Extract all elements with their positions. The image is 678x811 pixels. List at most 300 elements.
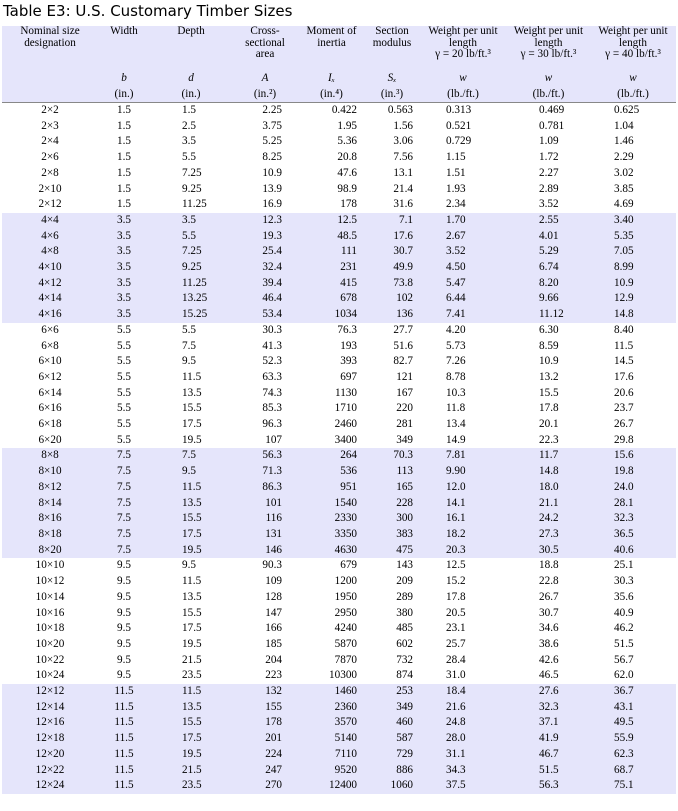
table-cell: 2×8	[2, 166, 98, 182]
table-cell: 15.5	[507, 386, 590, 402]
table-cell: 11.8	[419, 401, 507, 417]
table-row	[2, 307, 676, 323]
table-cell: 8.99	[590, 260, 676, 276]
table-cell: 3.5	[98, 276, 150, 292]
table-cell: 6.44	[419, 291, 507, 307]
table-cell: 46.5	[507, 668, 590, 684]
table-row	[2, 527, 676, 543]
table-cell: 11.5	[150, 684, 232, 700]
header-weight-30: Weight per unit length γ = 30 lb/ft.³	[507, 26, 590, 70]
table-cell: 2.29	[590, 150, 676, 166]
table-cell: 10×10	[2, 558, 98, 574]
table-row	[2, 558, 676, 574]
table-cell: 0.781	[507, 119, 590, 135]
table-cell: 2.25	[232, 103, 298, 119]
table-cell: 3.5	[150, 213, 232, 229]
header-unit: (lb./ft.)	[507, 86, 590, 103]
table-cell: 5.5	[150, 229, 232, 245]
table-row	[2, 354, 676, 370]
table-cell: 82.7	[365, 354, 419, 370]
table-cell: 1.5	[98, 150, 150, 166]
table-cell: 678	[298, 291, 365, 307]
table-cell: 0.313	[419, 103, 507, 119]
table-cell: 9.5	[98, 668, 150, 684]
table-cell: 13.5	[150, 496, 232, 512]
table-cell: 26.7	[507, 590, 590, 606]
table-cell: 14.8	[507, 464, 590, 480]
table-cell: 56.3	[507, 778, 590, 794]
table-cell: 2×10	[2, 182, 98, 198]
table-cell: 17.5	[150, 731, 232, 747]
table-cell: 2330	[298, 511, 365, 527]
table-cell: 5.5	[98, 386, 150, 402]
table-cell: 11.7	[507, 448, 590, 464]
table-cell: 886	[365, 763, 419, 779]
table-cell: 35.6	[590, 590, 676, 606]
table-cell: 28.1	[590, 496, 676, 512]
table-cell: 178	[232, 715, 298, 731]
header-symbol-row	[2, 70, 676, 86]
table-cell: 679	[298, 558, 365, 574]
table-cell: 165	[365, 480, 419, 496]
table-cell: 0.729	[419, 134, 507, 150]
table-cell: 5.47	[419, 276, 507, 292]
table-cell: 49.9	[365, 260, 419, 276]
table-cell: 13.25	[150, 291, 232, 307]
table-cell: 23.5	[150, 668, 232, 684]
table-cell: 0.625	[590, 103, 676, 119]
table-row	[2, 229, 676, 245]
table-cell: 4×14	[2, 291, 98, 307]
header-weight-20: Weight per unit length γ = 20 lb/ft.³	[419, 26, 507, 70]
table-cell: 11.5	[150, 480, 232, 496]
table-cell: 3.5	[98, 260, 150, 276]
table-cell: 12×12	[2, 684, 98, 700]
table-cell: 13.5	[150, 590, 232, 606]
table-cell: 7.5	[98, 511, 150, 527]
table-cell: 38.6	[507, 637, 590, 653]
table-cell: 9.5	[98, 621, 150, 637]
table-cell: 14.9	[419, 433, 507, 449]
table-row	[2, 291, 676, 307]
header-unit: (in.²)	[232, 86, 298, 103]
table-cell: 21.4	[365, 182, 419, 198]
table-cell: 22.8	[507, 574, 590, 590]
header-symbol: d	[150, 70, 232, 86]
table-cell: 21.1	[507, 496, 590, 512]
table-cell: 13.4	[419, 417, 507, 433]
table-cell: 11.5	[590, 339, 676, 355]
table-cell: 3.5	[98, 291, 150, 307]
table-cell: 3570	[298, 715, 365, 731]
table-cell: 70.3	[365, 448, 419, 464]
table-cell: 12×22	[2, 763, 98, 779]
table-cell: 13.5	[150, 386, 232, 402]
table-cell: 146	[232, 543, 298, 559]
table-cell: 121	[365, 370, 419, 386]
table-cell: 24.0	[590, 480, 676, 496]
table-row	[2, 386, 676, 402]
table-cell: 0.521	[419, 119, 507, 135]
table-cell: 7.5	[150, 339, 232, 355]
table-cell: 1.5	[98, 166, 150, 182]
table-cell: 56.7	[590, 653, 676, 669]
table-row	[2, 637, 676, 653]
table-cell: 25.4	[232, 244, 298, 260]
table-cell: 43.1	[590, 700, 676, 716]
table-cell: 4×16	[2, 307, 98, 323]
table-cell: 46.4	[232, 291, 298, 307]
table-row	[2, 763, 676, 779]
table-cell: 9.5	[98, 558, 150, 574]
table-body	[2, 103, 676, 794]
table-cell: 75.1	[590, 778, 676, 794]
table-cell: 951	[298, 480, 365, 496]
table-cell: 6.30	[507, 323, 590, 339]
table-cell: 460	[365, 715, 419, 731]
table-cell: 5.5	[150, 323, 232, 339]
header-unit-row	[2, 86, 676, 103]
table-cell: 12.5	[298, 213, 365, 229]
table-cell: 116	[232, 511, 298, 527]
table-cell: 8×8	[2, 448, 98, 464]
table-row	[2, 621, 676, 637]
header-symbol: b	[98, 70, 150, 86]
table-cell: 166	[232, 621, 298, 637]
table-cell: 3.5	[150, 134, 232, 150]
table-cell: 1060	[365, 778, 419, 794]
table-cell: 3.52	[419, 244, 507, 260]
table-cell: 11.25	[150, 197, 232, 213]
table-cell: 76.3	[298, 323, 365, 339]
table-cell: 9520	[298, 763, 365, 779]
table-row	[2, 417, 676, 433]
table-cell: 32.4	[232, 260, 298, 276]
table-cell: 10×24	[2, 668, 98, 684]
table-cell: 68.7	[590, 763, 676, 779]
table-cell: 1200	[298, 574, 365, 590]
table-cell: 46.2	[590, 621, 676, 637]
table-cell: 697	[298, 370, 365, 386]
table-cell: 1.46	[590, 134, 676, 150]
header-symbol: A	[232, 70, 298, 86]
table-cell: 96.3	[232, 417, 298, 433]
table-cell: 7.41	[419, 307, 507, 323]
table-cell: 31.6	[365, 197, 419, 213]
table-cell: 23.5	[150, 778, 232, 794]
table-cell: 9.25	[150, 260, 232, 276]
table-row	[2, 103, 676, 119]
table-cell: 300	[365, 511, 419, 527]
table-cell: 5.5	[98, 370, 150, 386]
table-cell: 30.3	[232, 323, 298, 339]
table-row	[2, 119, 676, 135]
table-cell: 111	[298, 244, 365, 260]
table-cell: 1.51	[419, 166, 507, 182]
table-cell: 602	[365, 637, 419, 653]
table-cell: 21.5	[150, 763, 232, 779]
table-cell: 19.5	[150, 543, 232, 559]
table-cell: 147	[232, 606, 298, 622]
table-cell: 12.5	[419, 558, 507, 574]
table-cell: 32.3	[590, 511, 676, 527]
table-cell: 6×6	[2, 323, 98, 339]
table-cell: 7110	[298, 747, 365, 763]
table-cell: 5.5	[98, 323, 150, 339]
table-cell: 128	[232, 590, 298, 606]
table-cell: 10.9	[232, 166, 298, 182]
table-cell: 7.25	[150, 244, 232, 260]
header-unit: (in.³)	[365, 86, 419, 103]
table-cell: 6×12	[2, 370, 98, 386]
header-symbol: w	[590, 70, 676, 86]
table-cell: 281	[365, 417, 419, 433]
table-row	[2, 496, 676, 512]
table-cell: 36.5	[590, 527, 676, 543]
table-cell: 3.5	[98, 244, 150, 260]
table-cell: 185	[232, 637, 298, 653]
table-cell: 5.29	[507, 244, 590, 260]
table-cell: 21.6	[419, 700, 507, 716]
table-cell: 13.5	[150, 700, 232, 716]
table-cell: 536	[298, 464, 365, 480]
table-cell: 18.8	[507, 558, 590, 574]
table-cell: 253	[365, 684, 419, 700]
table-row	[2, 731, 676, 747]
table-cell: 22.3	[507, 433, 590, 449]
table-cell: 6×16	[2, 401, 98, 417]
table-cell: 10300	[298, 668, 365, 684]
table-row	[2, 448, 676, 464]
table-cell: 9.5	[150, 558, 232, 574]
table-cell: 8×10	[2, 464, 98, 480]
table-cell: 12×14	[2, 700, 98, 716]
table-cell: 23.7	[590, 401, 676, 417]
table-cell: 5.5	[98, 354, 150, 370]
table-cell: 8.20	[507, 276, 590, 292]
table-cell: 11.5	[98, 715, 150, 731]
table-cell: 729	[365, 747, 419, 763]
table-cell: 4.01	[507, 229, 590, 245]
table-row	[2, 370, 676, 386]
table-cell: 107	[232, 433, 298, 449]
table-cell: 5.35	[590, 229, 676, 245]
table-cell: 4630	[298, 543, 365, 559]
table-cell: 209	[365, 574, 419, 590]
table-cell: 223	[232, 668, 298, 684]
table-cell: 349	[365, 433, 419, 449]
table-cell: 12×16	[2, 715, 98, 731]
table-row	[2, 260, 676, 276]
table-cell: 15.25	[150, 307, 232, 323]
table-cell: 2.89	[507, 182, 590, 198]
header-unit	[2, 86, 98, 103]
table-cell: 11.5	[98, 684, 150, 700]
table-cell: 415	[298, 276, 365, 292]
table-row	[2, 150, 676, 166]
table-cell: 31.1	[419, 747, 507, 763]
table-cell: 85.3	[232, 401, 298, 417]
table-cell: 5140	[298, 731, 365, 747]
table-cell: 3350	[298, 527, 365, 543]
table-cell: 1034	[298, 307, 365, 323]
table-cell: 0.422	[298, 103, 365, 119]
table-cell: 20.8	[298, 150, 365, 166]
table-cell: 485	[365, 621, 419, 637]
table-cell: 1.5	[150, 103, 232, 119]
table-cell: 36.7	[590, 684, 676, 700]
table-cell: 7.5	[98, 464, 150, 480]
table-cell: 17.5	[150, 417, 232, 433]
header-section-modulus: Section modulus	[365, 26, 419, 70]
table-cell: 20.1	[507, 417, 590, 433]
table-cell: 74.3	[232, 386, 298, 402]
table-cell: 1130	[298, 386, 365, 402]
table-cell: 1.5	[98, 197, 150, 213]
table-cell: 7.05	[590, 244, 676, 260]
table-cell: 7870	[298, 653, 365, 669]
table-cell: 0.563	[365, 103, 419, 119]
table-cell: 5.36	[298, 134, 365, 150]
table-cell: 71.3	[232, 464, 298, 480]
table-cell: 19.8	[590, 464, 676, 480]
table-cell: 178	[298, 197, 365, 213]
table-cell: 264	[298, 448, 365, 464]
table-cell: 90.3	[232, 558, 298, 574]
table-cell: 4×8	[2, 244, 98, 260]
table-cell: 25.7	[419, 637, 507, 653]
table-cell: 1460	[298, 684, 365, 700]
table-cell: 20.5	[419, 606, 507, 622]
table-cell: 17.5	[150, 527, 232, 543]
table-cell: 874	[365, 668, 419, 684]
table-cell: 51.6	[365, 339, 419, 355]
table-cell: 11.5	[150, 370, 232, 386]
table-cell: 19.5	[150, 433, 232, 449]
table-cell: 6×20	[2, 433, 98, 449]
table-row	[2, 715, 676, 731]
table-cell: 289	[365, 590, 419, 606]
table-cell: 393	[298, 354, 365, 370]
table-cell: 48.5	[298, 229, 365, 245]
table-cell: 5.5	[98, 401, 150, 417]
table-row	[2, 213, 676, 229]
table-cell: 0.469	[507, 103, 590, 119]
table-cell: 1.5	[98, 134, 150, 150]
table-cell: 10×20	[2, 637, 98, 653]
table-cell: 8×12	[2, 480, 98, 496]
table-cell: 349	[365, 700, 419, 716]
table-cell: 17.5	[150, 621, 232, 637]
table-cell: 56.3	[232, 448, 298, 464]
table-cell: 53.4	[232, 307, 298, 323]
table-cell: 47.6	[298, 166, 365, 182]
table-cell: 15.5	[150, 715, 232, 731]
table-cell: 2×3	[2, 119, 98, 135]
table-cell: 19.3	[232, 229, 298, 245]
table-cell: 6×10	[2, 354, 98, 370]
table-cell: 27.6	[507, 684, 590, 700]
table-row	[2, 574, 676, 590]
table-cell: 98.9	[298, 182, 365, 198]
table-cell: 383	[365, 527, 419, 543]
table-row	[2, 433, 676, 449]
table-cell: 62.0	[590, 668, 676, 684]
table-cell: 3.02	[590, 166, 676, 182]
table-cell: 3400	[298, 433, 365, 449]
table-row	[2, 182, 676, 198]
table-cell: 8×20	[2, 543, 98, 559]
table-cell: 1.5	[98, 119, 150, 135]
table-cell: 8×18	[2, 527, 98, 543]
table-cell: 2×6	[2, 150, 98, 166]
table-cell: 1.70	[419, 213, 507, 229]
table-cell: 41.3	[232, 339, 298, 355]
table-cell: 14.8	[590, 307, 676, 323]
table-cell: 12×20	[2, 747, 98, 763]
table-cell: 7.5	[98, 543, 150, 559]
table-cell: 9.5	[98, 653, 150, 669]
table-cell: 1.93	[419, 182, 507, 198]
table-row	[2, 464, 676, 480]
table-cell: 18.2	[419, 527, 507, 543]
table-row	[2, 778, 676, 794]
table-cell: 15.6	[590, 448, 676, 464]
table-cell: 247	[232, 763, 298, 779]
table-cell: 11.12	[507, 307, 590, 323]
table-cell: 15.2	[419, 574, 507, 590]
table-row	[2, 700, 676, 716]
table-cell: 7.56	[365, 150, 419, 166]
table-cell: 15.5	[150, 511, 232, 527]
table-cell: 4×10	[2, 260, 98, 276]
table-cell: 1.56	[365, 119, 419, 135]
table-cell: 9.25	[150, 182, 232, 198]
table-cell: 86.3	[232, 480, 298, 496]
table-cell: 220	[365, 401, 419, 417]
table-cell: 17.8	[507, 401, 590, 417]
table-cell: 20.6	[590, 386, 676, 402]
table-cell: 8×14	[2, 496, 98, 512]
table-cell: 5870	[298, 637, 365, 653]
table-cell: 143	[365, 558, 419, 574]
table-cell: 4×6	[2, 229, 98, 245]
table-cell: 6×14	[2, 386, 98, 402]
table-cell: 15.5	[150, 606, 232, 622]
table-cell: 27.3	[507, 527, 590, 543]
table-cell: 12.3	[232, 213, 298, 229]
table-cell: 2460	[298, 417, 365, 433]
table-cell: 21.5	[150, 653, 232, 669]
table-cell: 4×4	[2, 213, 98, 229]
table-header	[2, 26, 676, 103]
table-cell: 11.5	[98, 778, 150, 794]
table-cell: 10.9	[590, 276, 676, 292]
table-cell: 51.5	[590, 637, 676, 653]
table-cell: 46.7	[507, 747, 590, 763]
header-width: Width	[98, 26, 150, 70]
table-cell: 34.3	[419, 763, 507, 779]
table-cell: 9.90	[419, 464, 507, 480]
table-cell: 30.7	[365, 244, 419, 260]
table-row	[2, 747, 676, 763]
table-cell: 3.06	[365, 134, 419, 150]
table-cell: 11.5	[98, 747, 150, 763]
table-cell: 9.5	[98, 590, 150, 606]
table-cell: 4.69	[590, 197, 676, 213]
table-row	[2, 323, 676, 339]
table-cell: 228	[365, 496, 419, 512]
